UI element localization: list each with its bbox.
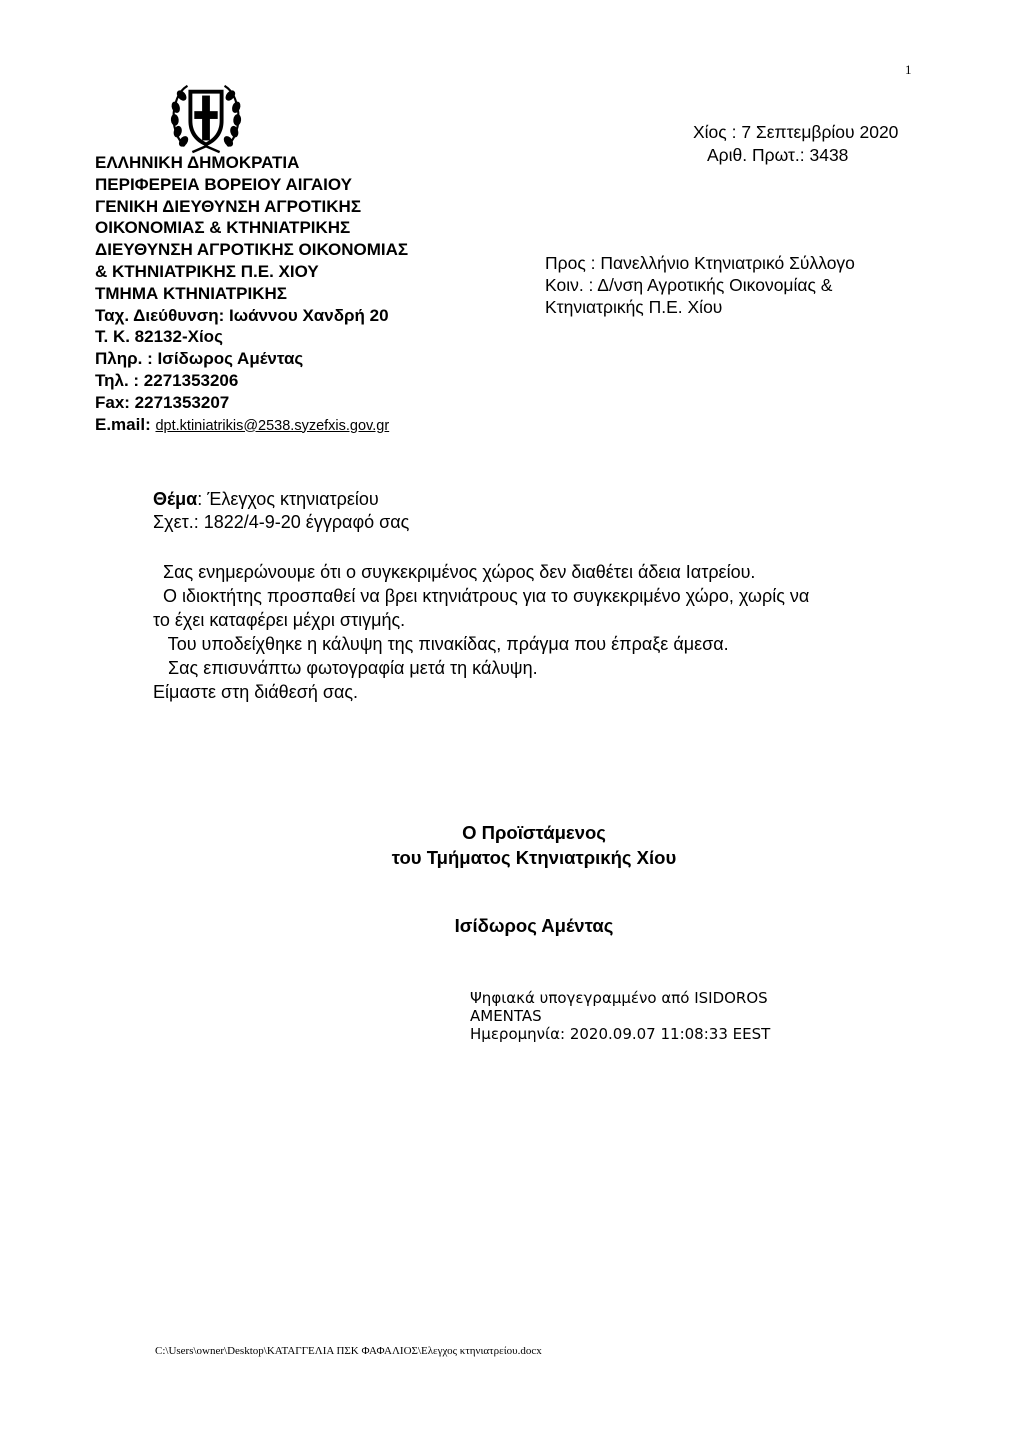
sender-line: ΟΙΚΟΝΟΜΙΑΣ & ΚΤΗΝΙΑΤΡΙΚΗΣ	[95, 218, 351, 238]
sender-line: Τηλ. : 2271353206	[95, 370, 239, 390]
greek-coat-of-arms-icon	[167, 78, 245, 156]
body-line: Είμαστε στη διάθεσή σας.	[153, 682, 359, 702]
digital-signature-stamp	[470, 989, 770, 1043]
digital-signature-line: Ψηφιακά υπογεγραμμένο από ISIDOROS	[470, 989, 768, 1007]
recipients-block	[545, 252, 855, 318]
digital-signature-line: Ημερομηνία: 2020.09.07 11:08:33 EEST	[470, 1025, 771, 1043]
signatory-title-line: Ο Προϊστάμενος	[462, 822, 606, 843]
email-label: E.mail:	[95, 414, 151, 434]
sender-line: ΕΛΛΗΝΙΚΗ ΔΗΜΟΚΡΑΤΙΑ	[95, 153, 300, 172]
document-date: Χίος : 7 Σεπτεμβρίου 2020	[693, 122, 899, 142]
body-line: Σας ενημερώνουμε ότι ο συγκεκριμένος χώρος δεν διαθέτει άδεια Ιατρείου.	[153, 562, 756, 582]
signatory-title-line: του Τμήματος Κτηνιατρικής Χίου	[391, 847, 677, 868]
recipient-cc-line: Κτηνιατρικής Π.Ε. Χίου	[545, 297, 723, 317]
sender-line: Ταχ. Διεύθυνση: Ιωάννου Χανδρή 20	[95, 305, 389, 325]
signatory-name: Ισίδωρος Αμέντας	[454, 915, 614, 936]
sender-line: ΠΕΡΙΦΕΡΕΙΑ ΒΟΡΕΙΟΥ ΑΙΓΑΙΟΥ	[95, 174, 352, 194]
sender-line: ΔΙΕΥΘΥΝΣΗ ΑΓΡΟΤΙΚΗΣ ΟΙΚΟΝΟΜΙΑΣ	[95, 240, 409, 260]
subject-line	[153, 488, 409, 511]
subject-text: : Έλεγχος κτηνιατρείου	[197, 489, 379, 509]
sender-line: & ΚΤΗΝΙΑΤΡΙΚΗΣ Π.Ε. ΧΙΟΥ	[95, 261, 319, 281]
sender-block	[95, 152, 408, 437]
sender-line: Fax: 2271353207	[95, 392, 230, 412]
recipient-to: Προς : Πανελλήνιο Κτηνιατρικό Σύλλογο	[545, 253, 855, 273]
email-link[interactable]: dpt.ktiniatrikis@2538.syzefxis.gov.gr	[155, 417, 390, 434]
sender-line: Πληρ. : Ισίδωρος Αμέντας	[95, 349, 304, 369]
recipient-cc-line: Κοιν. : Δ/νση Αγροτικής Οικονομίας &	[545, 275, 833, 295]
sender-line: ΓΕΝΙΚΗ ΔΙΕΥΘΥΝΣΗ ΑΓΡΟΤΙΚΗΣ	[95, 196, 362, 216]
protocol-number: Αριθ. Πρωτ.: 3438	[707, 145, 849, 165]
body-line: Ο ιδιοκτήτης προσπαθεί να βρει κτηνιάτρους για το συγκεκριμένο χώρο, χωρίς να	[153, 586, 810, 606]
subject-label: Θέμα	[153, 489, 198, 509]
page-number: 1	[905, 62, 912, 77]
body-line: το έχει καταφέρει μέχρι στιγμής.	[153, 610, 406, 630]
digital-signature-line: AMENTAS	[470, 1007, 542, 1025]
email-line	[95, 414, 408, 438]
subject-reference: Σχετ.: 1822/4-9-20 έγγραφό σας	[153, 512, 410, 532]
subject-block	[153, 488, 409, 534]
signatory-title	[0, 820, 1024, 870]
body-line: Σας επισυνάπτω φωτογραφία μετά τη κάλυψη.	[153, 658, 538, 678]
sender-line: Τ. Κ. 82132-Χίος	[95, 327, 223, 347]
body-line: Του υποδείχθηκε η κάλυψη της πινακίδας, πράγμα που έπραξε άμεσα.	[153, 634, 729, 654]
footer-file-path: C:\Users\owner\Desktop\ΚΑΤΑΓΓΕΛΙΑ ΠΣΚ ΦΑΦΑΛΙΟΣ\Ελεγχος κτηνιατρείου.docx	[155, 1345, 542, 1357]
letter-body	[153, 560, 809, 704]
sender-line: ΤΜΗΜΑ ΚΤΗΝΙΑΤΡΙΚΗΣ	[95, 283, 287, 303]
